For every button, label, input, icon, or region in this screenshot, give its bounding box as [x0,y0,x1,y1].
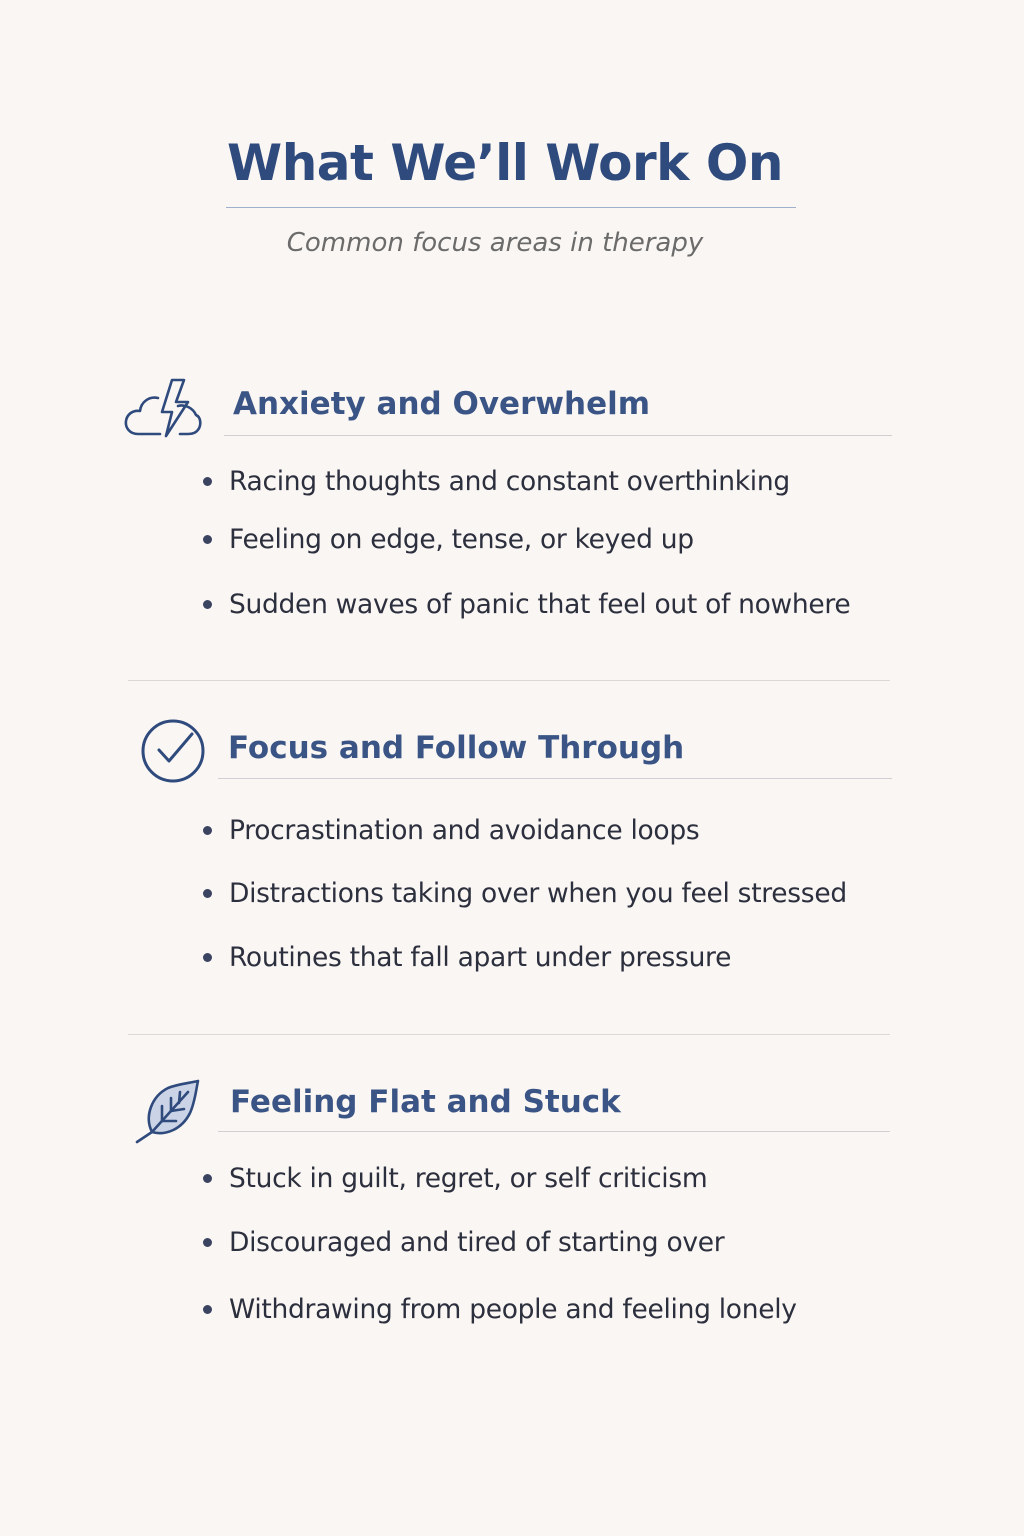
list-item [203,524,694,555]
section-title-flat: Feeling Flat and Stuck [230,1084,621,1120]
bullet-dot [203,477,212,486]
list-item [203,942,731,973]
list-item-text: Sudden waves of panic that feel out of nowhere [229,589,851,620]
bullet-dot [203,1238,212,1247]
bullet-dot [203,1305,212,1314]
section-heading-rule [224,435,892,436]
list-item-text: Procrastination and avoidance loops [229,815,700,846]
section-title-focus: Focus and Follow Through [228,730,685,766]
list-item-text: Stuck in guilt, regret, or self criticism [229,1163,708,1194]
bullet-dot [203,600,212,609]
bullet-dot [203,826,212,835]
leaf-icon [132,1076,204,1146]
bullet-dot [203,1174,212,1183]
list-item [203,1163,707,1194]
list-item-text: Racing thoughts and constant overthinking [229,466,790,497]
page-subtitle: Common focus areas in therapy [286,228,704,258]
list-item [203,878,847,909]
cloud-lightning-icon [122,374,202,444]
bullet-dot [203,889,212,898]
list-item [203,815,699,846]
bullet-dot [203,953,212,962]
list-item-text: Distractions taking over when you feel stressed [229,878,847,909]
page-title: What We’ll Work On [227,134,783,192]
list-item [203,1227,724,1258]
list-item [203,1294,797,1325]
list-item-text: Withdrawing from people and feeling lonely [229,1294,797,1325]
list-item-text: Feeling on edge, tense, or keyed up [229,524,694,555]
list-item-text: Routines that fall apart under pressure [229,942,732,973]
section-divider [128,1034,890,1035]
list-item [203,466,790,497]
check-circle-icon [134,716,210,784]
title-underline [226,207,796,208]
section-title-anxiety: Anxiety and Overwhelm [233,386,651,422]
section-divider [128,680,890,681]
list-item [203,589,850,620]
bullet-dot [203,535,212,544]
section-heading-rule [218,778,892,779]
list-item-text: Discouraged and tired of starting over [229,1227,725,1258]
section-heading-rule [218,1131,890,1132]
